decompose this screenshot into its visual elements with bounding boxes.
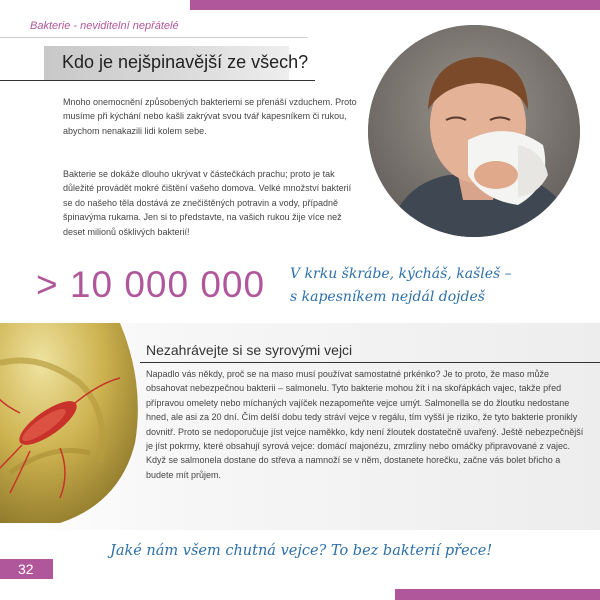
section2-paragraph: Napadlo vás někdy, proč se na maso musí používat samostatné prkénko? Je to proto, že maso může obsahovat nebezpečnou bakterii – salmonelu. Tyto bakterie mohou žít i na skořápkách vajec, takže před přípravou omelety nebo míchaných vajíček nezapomeňte vejce umýt. Salmonella se do žloutku nedostane hned, ale asi za 20 dní. Čím delší dobu tedy stráví vejce v regálu, tím vyšší je riziko, že tyto bakterie pronikly dovnitř. Proto se nedoporučuje jíst vejce naměkko, kdy není žloutek dostatečně uvařený. Ještě nebezpečnější je jíst pokrmy, které obsahují syrová vejce: domácí majonézu, zmrzliny nebo omáčky připravované z vajec. Když se salmonela dostane do střeva a namnoží se v něm, dostanete horečku, začne vás bolet břicho a budete mít průjem.	[146, 369, 584, 480]
page-number: 32	[18, 561, 34, 577]
section1-paragraph-2: Bakterie se dokáže dlouho ukrývat v částečkách prachu; proto je tak důležité provádět mokré čištění vašeho domova. Velké množství bakterií se do našeho těla dostává ze znečištěných potravin a vody, případně špinavýma rukama. Jen si to představte, na vašich rukou žije více než deset milionů ošklivých bakterií!	[63, 169, 352, 237]
section-title-divider	[0, 80, 315, 81]
slogan-line-1: V krku škrábe, kýcháš, kašleš –	[290, 266, 512, 282]
running-header-title: Bakterie - neviditelní nepřátelé	[30, 20, 179, 32]
footer-slogan: Jaké nám všem chutná vejce? To bez bakterií přece!	[110, 543, 493, 559]
top-accent-bar	[190, 0, 600, 10]
sneezing-boy-photo	[368, 25, 580, 237]
sneezing-boy-illustration	[368, 25, 580, 237]
slogan-line-2: s kapesníkem nejdál dojdeš	[290, 289, 485, 305]
section2-title-divider	[140, 362, 600, 363]
bottom-accent-bar	[395, 589, 600, 600]
header-divider	[0, 37, 308, 38]
bacteria-count-number: > 10 000 000	[36, 264, 266, 305]
section2-title: Nezahrávejte si se syrovými vejci	[146, 342, 353, 358]
bacteria-image	[0, 323, 145, 523]
section1-paragraph-1: Mnoho onemocnění způsobených bakteriemi se přenáší vzduchem. Proto musíme při kýchání nebo kašli zakrývat svou tvář kapesníkem či rukou, abychom nenakazili lidi kolem sebe.	[63, 97, 357, 136]
section-title: Kdo je nejšpinavější ze všech?	[62, 52, 309, 72]
salmonella-illustration	[0, 323, 145, 523]
